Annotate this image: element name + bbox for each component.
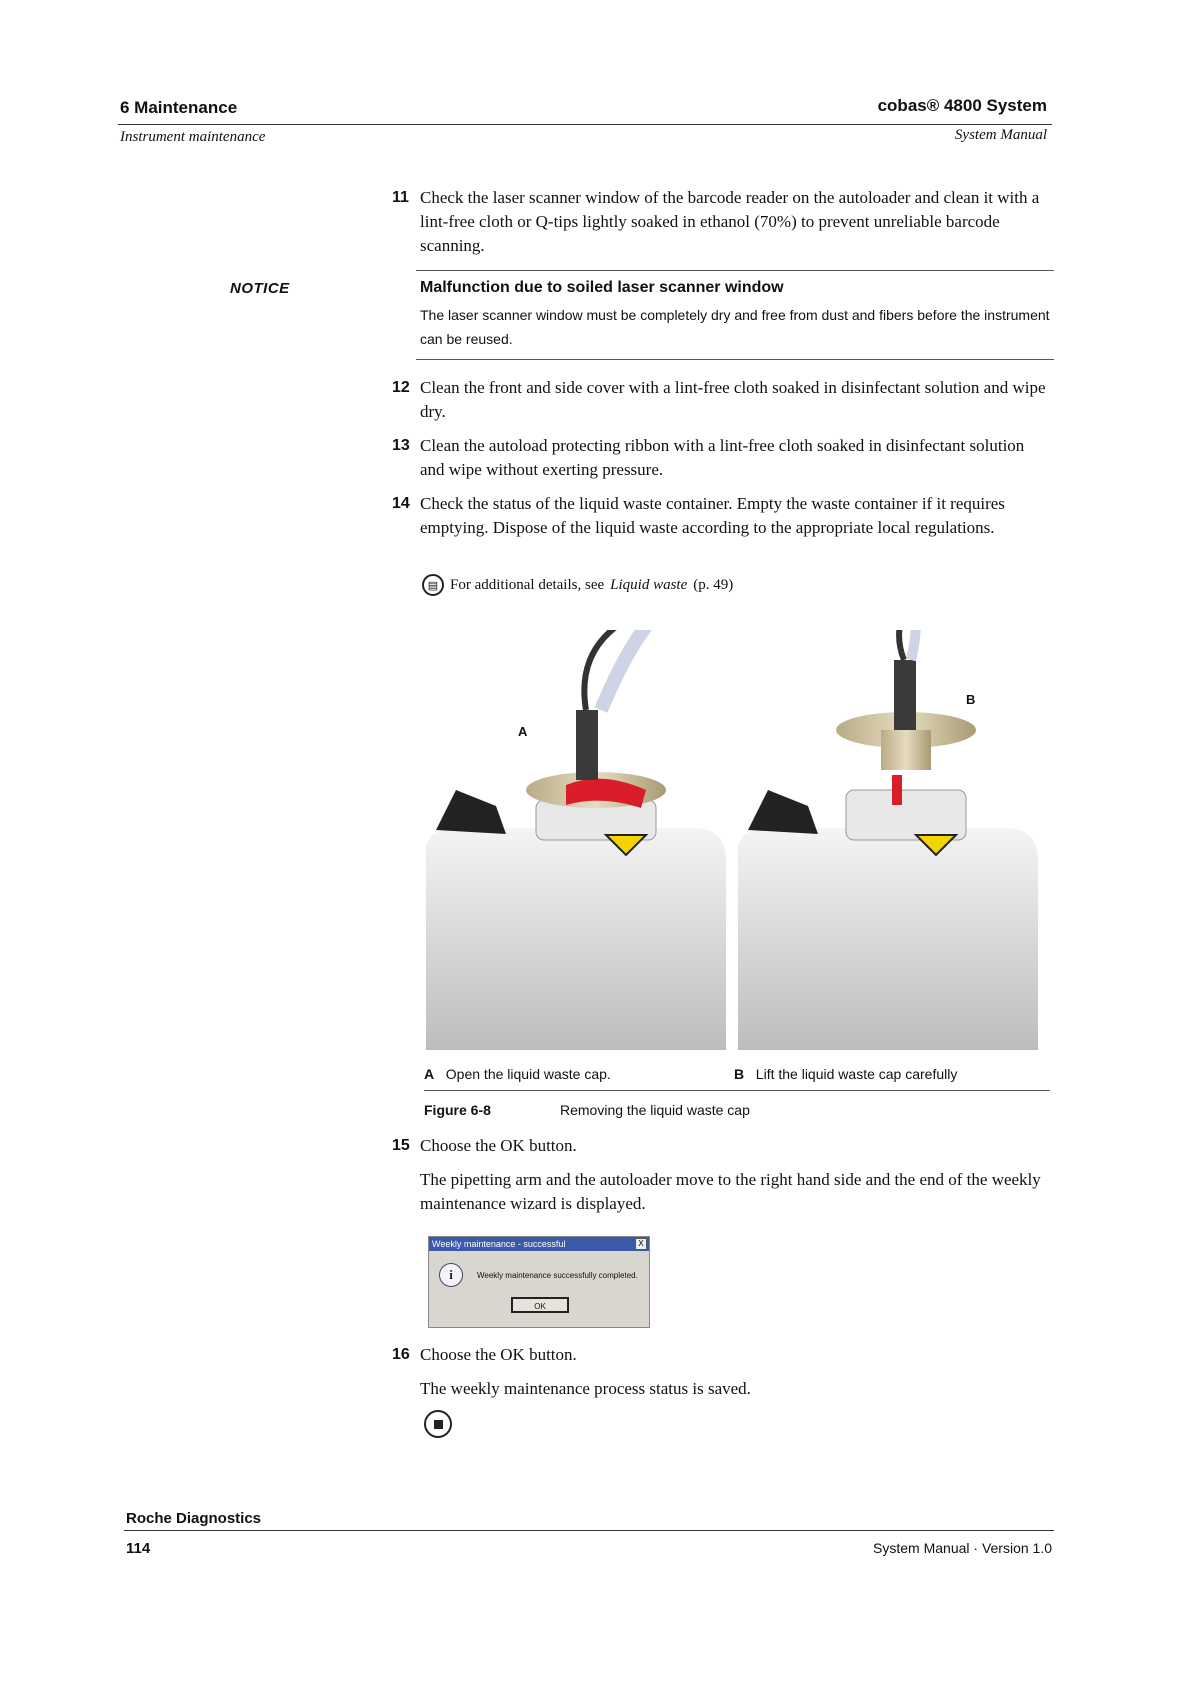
xref-prefix: For additional details, see: [450, 576, 605, 593]
cross-reference: [422, 574, 733, 596]
xref-link[interactable]: Liquid waste: [610, 576, 688, 593]
step-text: Check the laser scanner window of the barcode reader on the autoloader and clean it with a lint-free cloth or Q-tips lightly soaked in ethanol (70%) to prevent unreliable barcode scanning.: [420, 188, 1040, 255]
step-text: Clean the front and side cover with a lint-free cloth soaked in disinfectant solution and wipe dry.: [420, 378, 1046, 421]
chapter-title: 6 Maintenance: [120, 98, 238, 117]
step-15: [392, 1134, 1052, 1216]
footer-version: System Manual · Version 1.0: [873, 1540, 1052, 1556]
step-number: 12: [392, 379, 410, 396]
maintenance-dialog-screenshot: [428, 1236, 650, 1328]
notice-box: [416, 270, 1054, 360]
legend-b: [734, 1066, 957, 1082]
manual-title: System Manual: [954, 127, 1047, 143]
dialog-message: Weekly maintenance successfully completed.: [477, 1271, 638, 1280]
info-icon: i: [439, 1263, 463, 1287]
section-title: Instrument maintenance: [120, 129, 266, 145]
xref-suffix: (p. 49): [693, 576, 734, 593]
page-number: 114: [126, 1540, 151, 1557]
ok-button[interactable]: OK: [511, 1297, 569, 1313]
step-16: [392, 1343, 1052, 1401]
header-divider: [118, 124, 1052, 125]
step-12: [392, 376, 1052, 424]
figure-callout-b: B: [966, 692, 976, 707]
end-of-procedure-icon: [424, 1410, 452, 1438]
legend-a-text: Open the liquid waste cap.: [445, 1066, 611, 1082]
step-11: [392, 186, 1052, 258]
dialog-title: Weekly maintenance - successful: [432, 1239, 566, 1249]
figure-illustration: [426, 630, 1048, 1050]
container-right: [738, 630, 1038, 1050]
container-left: [426, 630, 726, 1050]
product-title: cobas® 4800 System: [877, 96, 1047, 115]
legend-b-letter: B: [734, 1066, 745, 1082]
step-number: 14: [392, 495, 410, 512]
step-text: Choose the OK button.: [420, 1136, 577, 1155]
legend-a-letter: A: [424, 1066, 435, 1082]
step-number: 16: [392, 1346, 410, 1363]
notice-label: NOTICE: [230, 280, 290, 297]
figure-callout-a: A: [518, 724, 528, 739]
footer-company: Roche Diagnostics: [126, 1510, 262, 1527]
figure-title-text: Removing the liquid waste cap: [560, 1102, 750, 1118]
dialog-title-bar: [429, 1237, 649, 1251]
notice-title: Malfunction due to soiled laser scanner window: [420, 279, 784, 296]
figure-number: Figure 6-8: [424, 1102, 491, 1118]
step-13: [392, 434, 1052, 482]
step-text: Choose the OK button.: [420, 1345, 577, 1364]
step-number: 15: [392, 1137, 410, 1154]
notice-body: The laser scanner window must be completely dry and free from dust and fibers before the instrument can be reused.: [420, 307, 1050, 347]
step-number: 13: [392, 437, 410, 454]
waste-container-illustration: [426, 630, 1048, 1050]
close-icon[interactable]: X: [635, 1238, 647, 1250]
step-text: Check the status of the liquid waste container. Empty the waste container if it requires emptying. Dispose of the liquid waste according to the appropriate local regulations.: [420, 494, 1005, 537]
step-number: 11: [392, 189, 409, 206]
step-14: [392, 492, 1052, 540]
step-result: The weekly maintenance process status is saved.: [420, 1379, 751, 1398]
legend-a: [424, 1066, 611, 1082]
figure-title: [424, 1102, 750, 1118]
step-result: The pipetting arm and the autoloader move to the right hand side and the end of the weekly maintenance wizard is displayed.: [420, 1170, 1041, 1213]
cross-reference-icon: ▤: [422, 574, 444, 596]
footer-divider: [124, 1530, 1054, 1531]
step-text: Clean the autoload protecting ribbon with a lint-free cloth soaked in disinfectant solution and wipe without exerting pressure.: [420, 436, 1025, 479]
legend-b-text: Lift the liquid waste cap carefully: [755, 1066, 958, 1082]
figure-divider: [424, 1090, 1050, 1091]
